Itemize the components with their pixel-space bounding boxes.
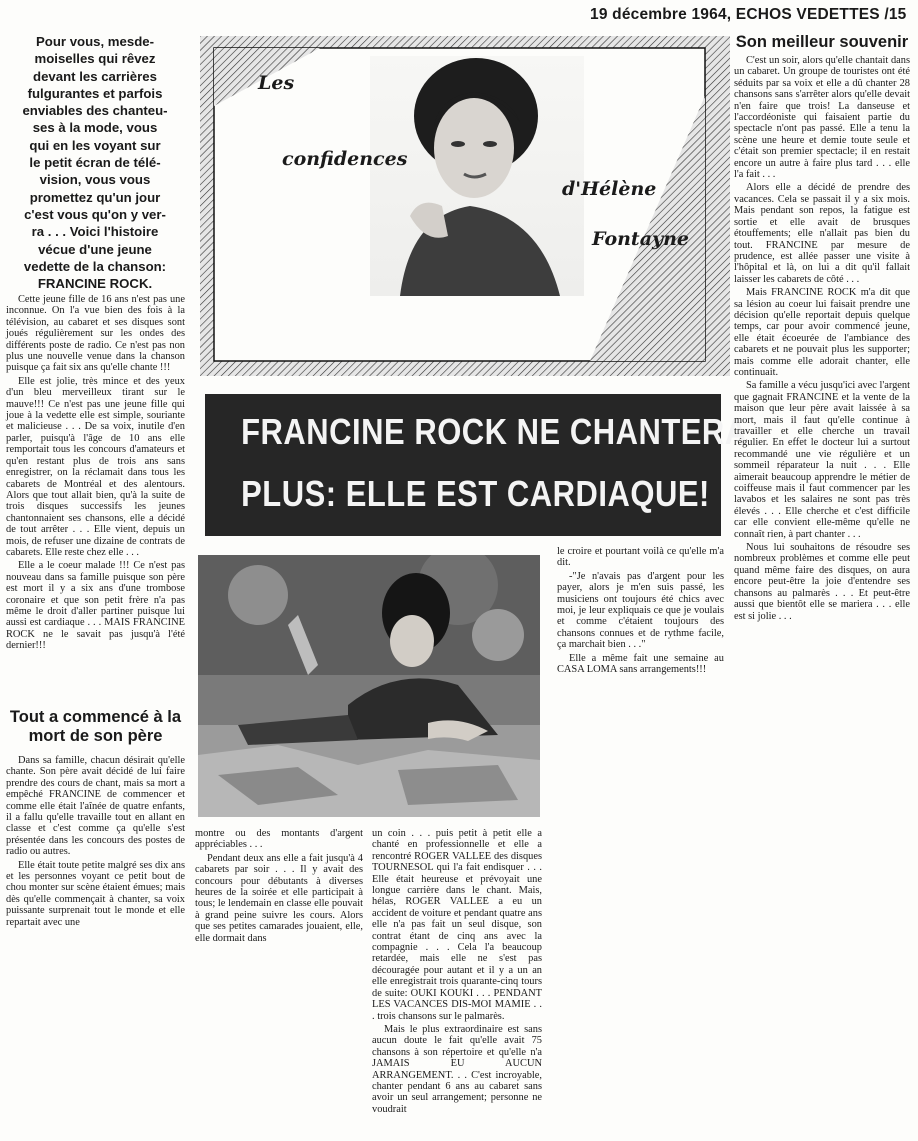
page-header: 19 décembre 1964, ECHOS VEDETTES /15 bbox=[590, 6, 907, 23]
paragraph: Mais FRANCINE ROCK m'a dit que sa lésion au coeur lui faisait prendre une décision qu'elle reportait depuis quelque temps, car pour avoir commencé jeune, elle était écoeurée de l'ambiance des cabarets et ne pouvait plus les supporter; mais comme elle adorait chanter, elle continuait. bbox=[734, 287, 910, 378]
script-les: Les bbox=[258, 72, 295, 94]
column-bottom-a bbox=[195, 828, 363, 946]
intro-line: FRANCINE ROCK. bbox=[37, 276, 153, 292]
paragraph: Mais le plus extraordinaire est sans aucun doute le fait qu'elle avait 75 chansons à son répertoire et qu'elle n'a JAMAIS EU AUCUN ARRANGEMENT. . . C'est incroyable, chanter pendant 6 ans au cabaret sans avoir un seul arrangement; personne ne voudrait bbox=[372, 1023, 542, 1115]
paragraph: un coin . . . puis petit à petit elle a chanté en professionnelle et elle a rencontré ROGER VALLEE des disques TOURNESOL qui l'a fait endisquer . . . Elle était heureuse et prévoyait une longue carrière dans le chant. Mais, hélas, ROGER VALLEE a eu un accident de voiture et pendant quatre ans elle n'a pas fait un seul disque, son contrat étant de cinq ans avec la compagnie . . . Cela l'a beaucoup retardée, mais elle ne s'est pas découragée pour autant et il y a un an elle enregistrait trois quarante-cinq tours de suite: OUKI KOUKI . . . PENDANT LES VACANCES DIS-MOI MAMIE . . . trois chansons sur le palmarès. bbox=[372, 828, 542, 1022]
column-right bbox=[734, 55, 910, 624]
paragraph: montre ou des montants d'argent appréciables . . . bbox=[195, 828, 363, 851]
script-fontayne: Fontayne bbox=[592, 228, 689, 250]
headline-line-2: PLUS: ELLE EST CARDIAQUE! bbox=[241, 473, 710, 514]
intro-line: ra . . . Voici l'histoire bbox=[31, 224, 159, 240]
paragraph: Cette jeune fille de 16 ans n'est pas une inconnue. On l'a vue bien des fois à la télévision, au cabaret et ses disques sont joués régulièrement sur les ondes des différents poste de radio. Ce n'est pas non plus une nouvelle venue dans la chanson puisque ça fait six ans qu'elle chante !!! bbox=[6, 294, 185, 374]
portrait-photo bbox=[370, 56, 584, 296]
headline-banner bbox=[205, 394, 748, 536]
paragraph: Elle était toute petite malgré ses dix ans et les personnes voyant ce petit bout de chou monter sur scène étaient émues; mais dès qu'elle commençait à chanter, sa voix puissante surprenait tout le monde et elle repartait avec une bbox=[6, 859, 185, 928]
paragraph: C'est un soir, alors qu'elle chantait dans un cabaret. Un groupe de touristes ont été séduits par sa voix et elle a dû chanter 28 chansons sans s'arrêter alors qu'elle devait n'en faire que trois! La danseuse et l'accordéoniste qui faisaient partie du spectacle n'ont pas passé. Elle a tenu la scène une heure et demie toute seule et c'était son premier spectacle; il en restait encore un autre à faire plus tard . . . elle l'a fait . . . bbox=[734, 55, 910, 181]
paragraph: Pendant deux ans elle a fait jusqu'à 4 cabarets par soir . . . Il y avait des concours pour débutants à diverses heures de la soirée et elle participait à tous; le lendemain en classe elle pouvait à grand peine suivre les cours. Alors que ses petites camarades jouaient, elle, elle dormait dans bbox=[195, 852, 363, 944]
heading-meilleur-souvenir: Son meilleur souvenir bbox=[735, 33, 909, 51]
photo-reclining bbox=[198, 555, 540, 817]
paragraph: Elle a le coeur malade !!! Ce n'est pas nouveau dans sa famille puisque son père est mort il y a six ans d'une trombose coronaire et que son petit frère n'a pas même le droit d'aller partiner puisque lui aussi est cardiaque . . . MAIS FRANCINE ROCK ne le savait pas jusqu'à l'été dernier!!! bbox=[6, 560, 185, 652]
paragraph: le croire et pourtant voilà ce qu'elle m'a dit. bbox=[557, 546, 724, 569]
intro-line: qui en les voyant sur bbox=[29, 137, 161, 153]
intro-line: devant les carrières bbox=[33, 68, 157, 84]
subheading-mort-du-pere: Tout a commencé à la mort de son père bbox=[9, 708, 182, 745]
intro-line: vécue d'une jeune bbox=[38, 241, 152, 257]
portrait-illustration bbox=[370, 56, 584, 296]
script-confidences: confidences bbox=[282, 148, 408, 170]
paragraph: Elle est jolie, très mince et des yeux d'un bleu merveilleux tirant sur le mauve!!! Ce n'est pas une jeune fille qui joue à la vedette elle est simple, souriante et malicieuse . . . De sa voix, inutile d'en parler, puisqu'à l'âge de 10 ans elle remportait tous les concours d'amateurs et qu'en restant plus de trois ans sans enregistrer, on la réclamait dans tous les cabarets de Montréal et des alentours. Alors que tout allait bien, qu'à la suite de trois disques successifs les jeunes chantonnaient ses chansons, elle a décidé de tout arrêter . . . Elle vient, depuis un mois, de refuser une dizaine de contrats de cabarets. Elle reste chez elle . . . bbox=[6, 375, 185, 558]
photo-illustration bbox=[198, 555, 540, 817]
intro-line: enviables des chanteu- bbox=[22, 103, 168, 119]
intro-line: fulgurantes et parfois bbox=[27, 85, 163, 101]
paragraph: Dans sa famille, chacun désirait qu'elle chante. Son père avait décidé de lui faire prendre des cours de chant, mais sa mort a empêché FRANCINE de commencer et comme elle était l'aînée de quatre enfants, il a fallu qu'elle travaille tout en allant en classe et c'est comme ça qu'elle s'est présentée dans les concours des postes de radio ou autres. bbox=[6, 755, 185, 858]
column-left-continued bbox=[6, 755, 185, 930]
intro-line: moiselles qui rêvez bbox=[34, 51, 156, 67]
column-bottom-b bbox=[372, 828, 542, 1117]
intro-block bbox=[6, 33, 184, 292]
intro-line: c'est vous qu'on y ver- bbox=[24, 206, 166, 222]
intro-line: promettez qu'un jour bbox=[29, 189, 161, 205]
intro-line: Pour vous, mesde- bbox=[36, 34, 154, 49]
paragraph: Alors elle a décidé de prendre des vacances. Cela se passait il y a six mois. Mais pendant son repos, la fatigue est sortie et elle avait de brusques étouffements; elle n'allait pas bien du tout. FRANCINE par mesure de prudence, est allée passer une visite à l'hôpital et là, on lui a dit qu'il fallait laisser les cabarets de côté . . . bbox=[734, 182, 910, 285]
intro-line: ses à la mode, vous bbox=[32, 120, 158, 136]
intro-line: vision, vous vous bbox=[39, 172, 151, 188]
paragraph: Sa famille a vécu jusqu'ici avec l'argent que gagnait FRANCINE et la vente de la maison que leur père avait laissée à sa mort, mais il faut qu'elle continue à travailler et elle cherche un travail régulier. En effet le docteur lui a surtout recommandé une vie régulière et un sommeil réparateur la nuit . . . Elle aimerait beaucoup apprendre le métier de coiffeuse mais il faut commencer par les lavabos et les salaires ne sont pas très élevés . . . Elle cherche et c'est difficile car elle convient elle-même qu'elle ne connaît rien, à part chanter . . . bbox=[734, 380, 910, 540]
column-mid-right bbox=[557, 546, 724, 677]
intro-line: le petit écran de télé- bbox=[29, 155, 161, 171]
paragraph: -"Je n'avais pas d'argent pour les payer, alors je m'en suis passé, les musiciens ont toujours été chics avec moi, je leur expliquais ce que je voulais et comme c'étaient toujours des chansons connues et de rythme facile, ça marchait bien . . ." bbox=[557, 570, 724, 651]
column-left bbox=[6, 294, 185, 654]
paragraph: Nous lui souhaitons de résoudre ses nombreux problèmes et comme elle peut quand même faire des disques, on aura encore peut-être la joie d'entendre ses chansons au palmarès . . . Et peut-être aussi que bientôt elle se mariera . . . elle est si jolie . . . bbox=[734, 542, 910, 622]
feature-graphic bbox=[200, 36, 730, 376]
script-d-helene: d'Hélène bbox=[562, 178, 657, 200]
intro-line: vedette de la chanson: bbox=[23, 258, 167, 274]
headline-line-1: FRANCINE ROCK NE CHANTERA bbox=[241, 411, 748, 452]
paragraph: Elle a même fait une semaine au CASA LOMA sans arrangements!!! bbox=[557, 652, 724, 676]
